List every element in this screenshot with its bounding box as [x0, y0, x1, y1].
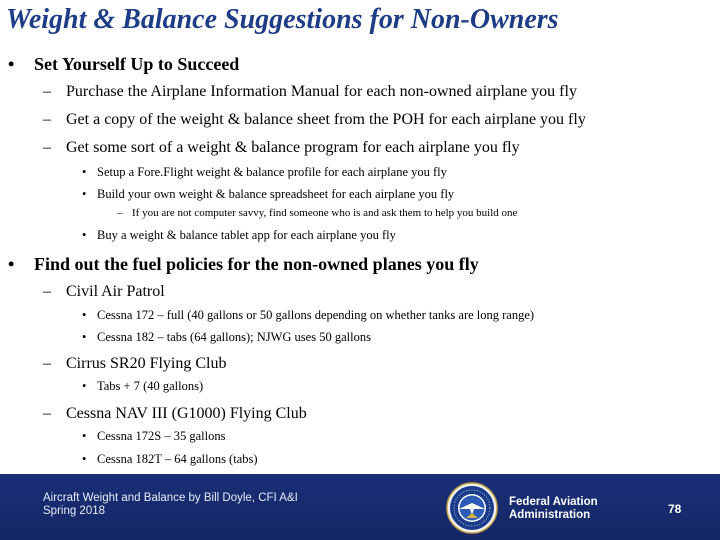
dash-marker: – — [43, 355, 51, 372]
bullet-line — [8, 54, 239, 75]
bullet-line — [82, 379, 203, 394]
bullet-line — [43, 355, 226, 373]
dash-marker: – — [117, 207, 123, 219]
bullet-marker: • — [8, 254, 15, 274]
faa-seal-icon — [446, 482, 498, 534]
bullet-line — [43, 111, 586, 129]
bullet-line — [43, 405, 307, 423]
bullet-marker: • — [82, 228, 87, 242]
bullet-line — [82, 330, 371, 345]
bullet-line — [43, 283, 165, 301]
page-number: 78 — [668, 502, 682, 516]
bullet-text: Cessna 182T – 64 gallons (tabs) — [97, 452, 258, 466]
course-info — [43, 492, 298, 518]
dash-marker: – — [43, 405, 51, 422]
bullet-line — [82, 308, 534, 323]
bullet-line — [8, 254, 479, 275]
bullet-line — [82, 429, 225, 444]
bullet-marker: • — [82, 429, 87, 443]
bullet-marker: • — [82, 330, 87, 344]
bullet-text: If you are not computer savvy, find someone who is and ask them to help you build one — [132, 207, 518, 219]
course-title: Aircraft Weight and Balance by Bill Doyle, CFI A&I — [43, 492, 298, 504]
bullet-text: Build your own weight & balance spreadsheet for each airplane you fly — [97, 187, 455, 201]
bullet-marker: • — [82, 308, 87, 322]
bullet-text: Tabs + 7 (40 gallons) — [97, 379, 204, 393]
bullet-text: Cessna 172 – full (40 gallons or 50 gallons depending on whether tanks are long range) — [97, 308, 535, 322]
slide-footer — [0, 474, 720, 540]
bullet-text: Cessna 172S – 35 gallons — [97, 429, 226, 443]
bullet-text: Buy a weight & balance tablet app for each airplane you fly — [97, 228, 396, 242]
bullet-marker: • — [82, 452, 87, 466]
bullet-line — [43, 139, 520, 157]
bullet-text: Civil Air Patrol — [66, 283, 165, 300]
bullet-line — [82, 452, 258, 467]
bullet-text: Get some sort of a weight & balance program for each airplane you fly — [66, 139, 520, 156]
bullet-text: Cessna NAV III (G1000) Flying Club — [66, 405, 307, 422]
bullet-line — [117, 207, 517, 219]
bullet-text: Setup a Fore.Flight weight & balance profile for each airplane you fly — [97, 165, 447, 179]
dash-marker: – — [43, 83, 51, 100]
bullet-marker: • — [8, 54, 15, 74]
bullet-text: Purchase the Airplane Information Manual for each non-owned airplane you fly — [66, 83, 577, 100]
bullet-marker: • — [82, 165, 87, 179]
agency-name: Federal Aviation Administration — [509, 496, 598, 521]
bullet-text: Get a copy of the weight & balance sheet from the POH for each airplane you fly — [66, 111, 586, 128]
bullet-line — [82, 165, 447, 180]
dash-marker: – — [43, 139, 51, 156]
bullet-marker: • — [82, 379, 87, 393]
bullet-text: Set Yourself Up to Succeed — [34, 54, 240, 74]
bullet-text: Find out the fuel policies for the non-owned planes you fly — [34, 254, 479, 274]
bullet-line — [82, 228, 396, 243]
bullet-text: Cessna 182 – tabs (64 gallons); NJWG uses 50 gallons — [97, 330, 371, 344]
course-term: Spring 2018 — [43, 505, 106, 517]
dash-marker: – — [43, 283, 51, 300]
bullet-line — [82, 187, 454, 202]
bullet-marker: • — [82, 187, 87, 201]
dash-marker: – — [43, 111, 51, 128]
bullet-text: Cirrus SR20 Flying Club — [66, 355, 227, 372]
bullet-line — [43, 83, 577, 101]
slide-title: Weight & Balance Suggestions for Non-Owners — [6, 4, 559, 35]
